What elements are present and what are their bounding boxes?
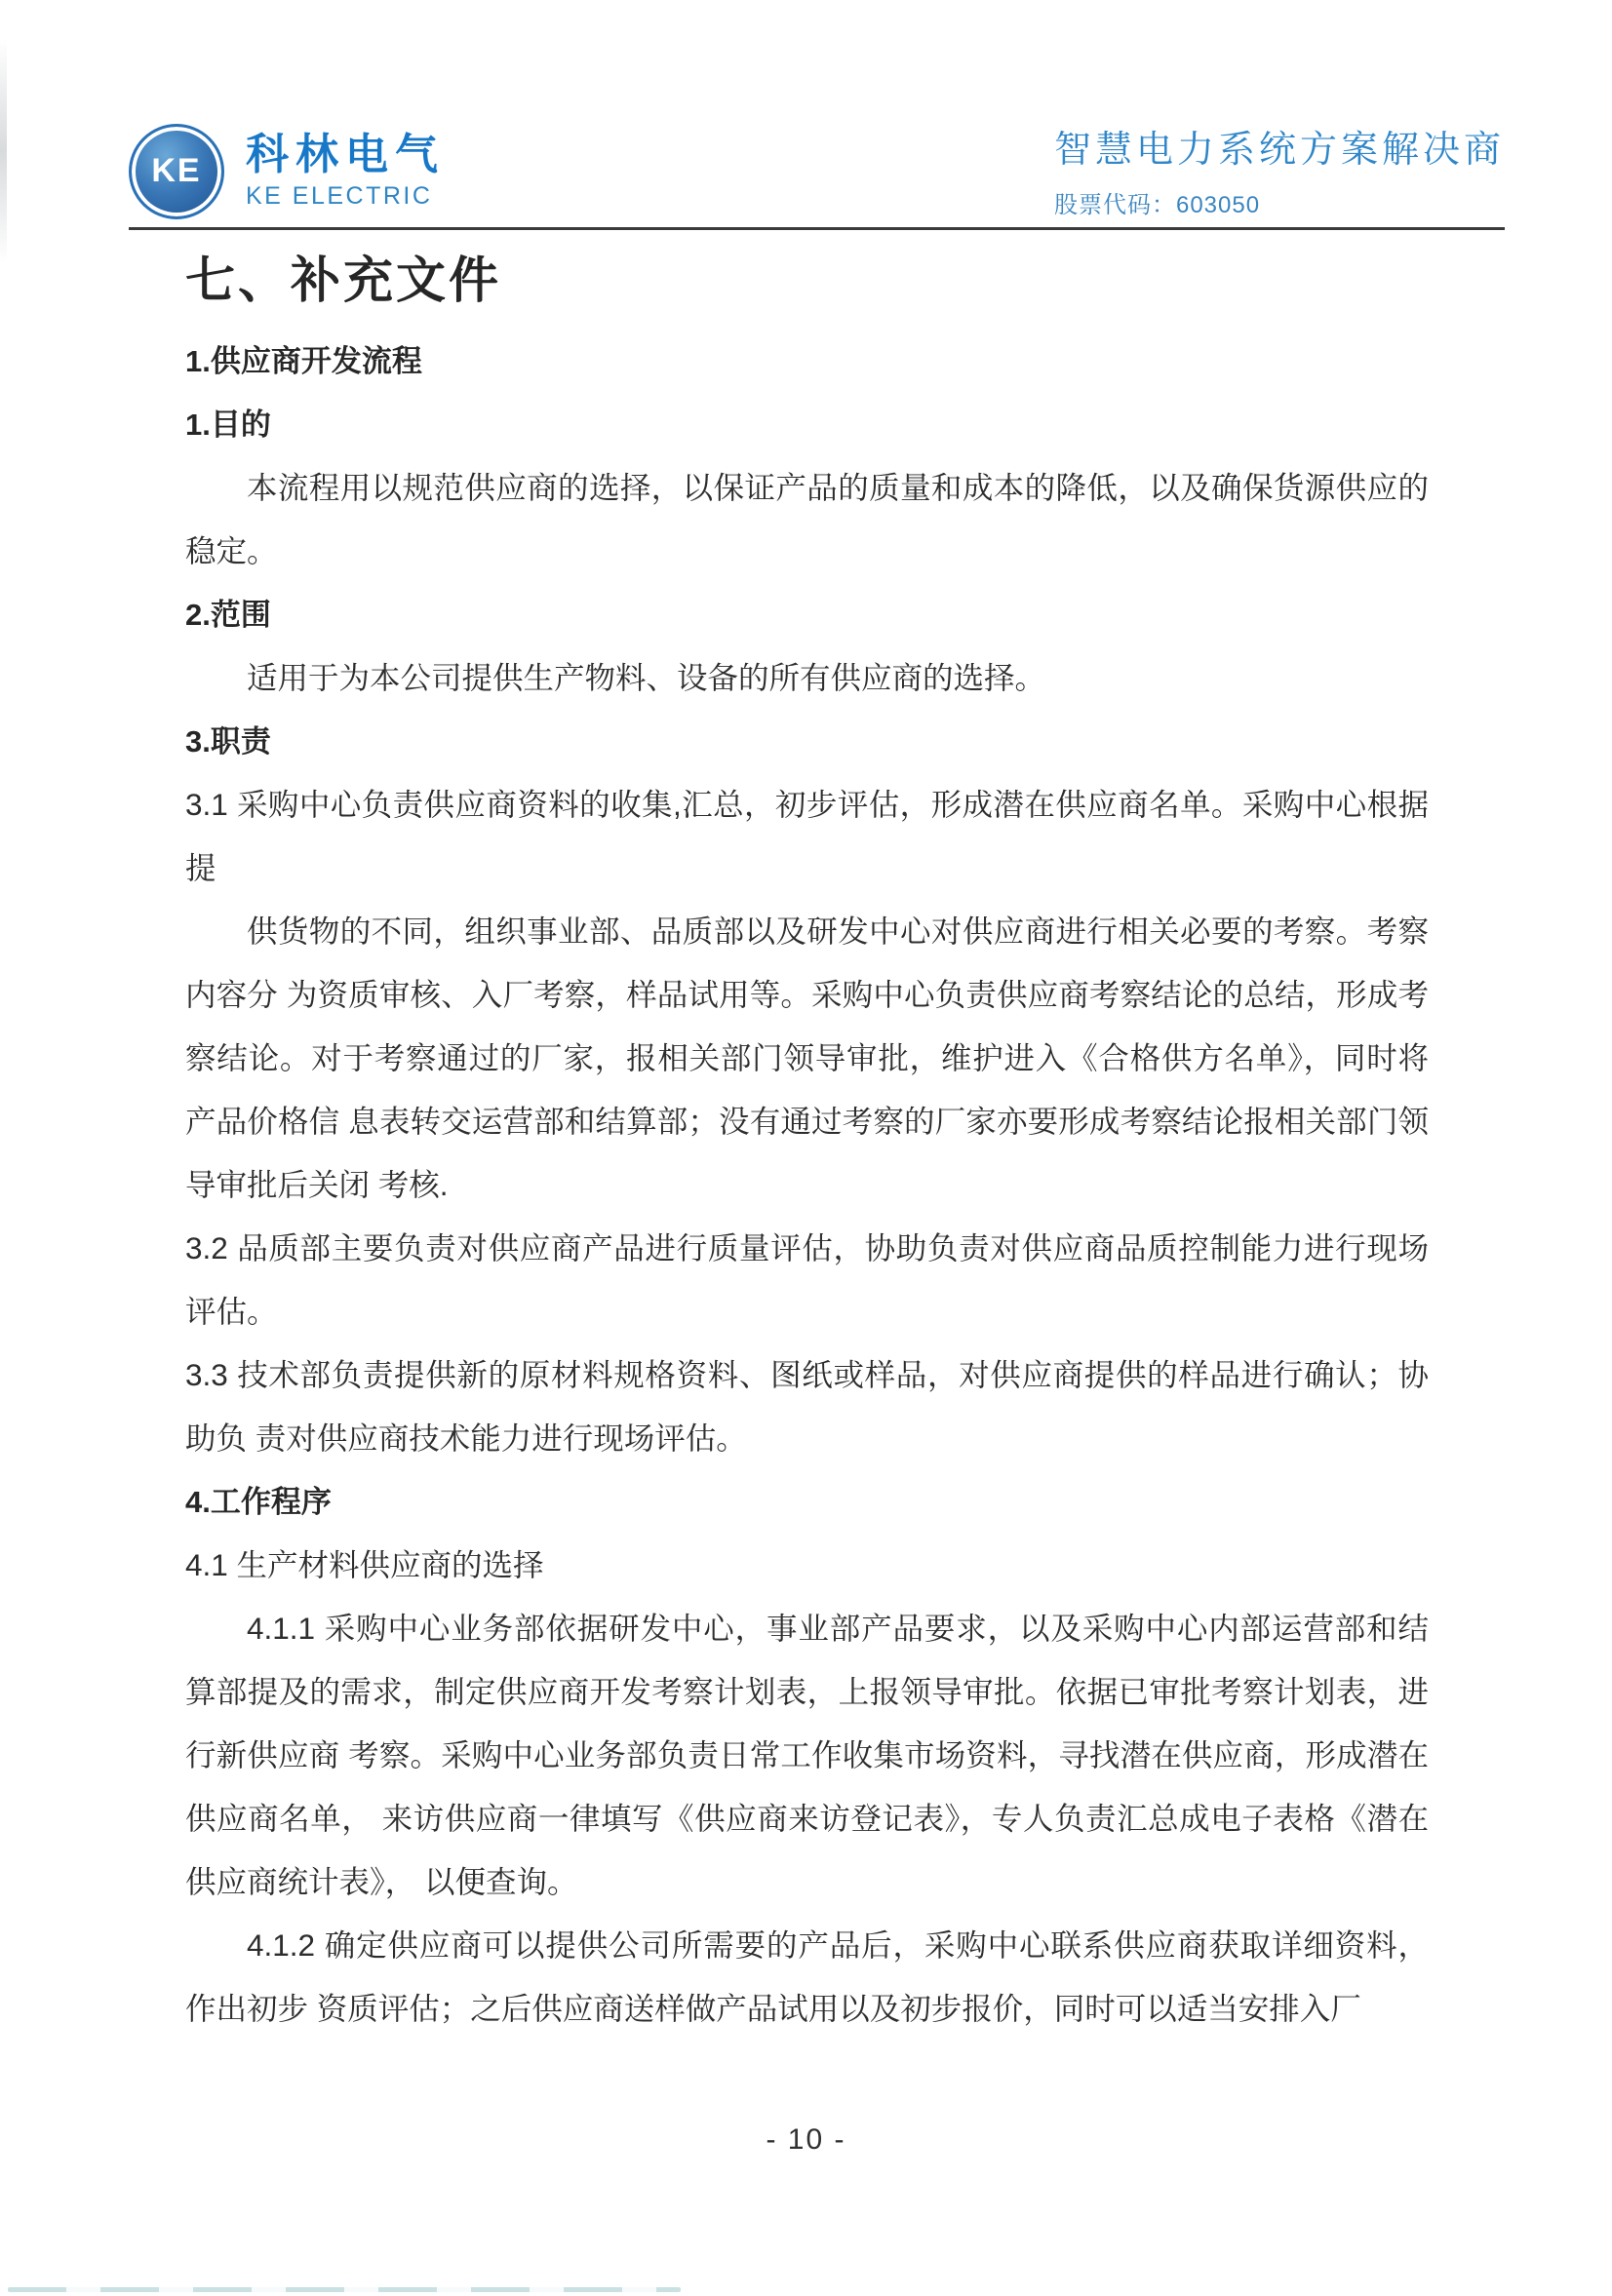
header-right-block xyxy=(1054,123,1505,219)
page-header xyxy=(129,0,1505,230)
paragraph-resp-3-2: 3.2 品质部主要负责对供应商产品进行质量评估，协助负责对供应商品质控制能力进行现场评估。 xyxy=(185,1230,1429,1329)
paragraph-4-1-1: 4.1.1 采购中心业务部依据研发中心，事业部产品要求，以及采购中心内部运营部和结算部提及的需求，制定供应商开发考察计划表，上报领导审批。依据已审批考察计划表，进行新供应商 考察。采购中心业务部负责日常工作收集市场资料，寻找潜在供应商，形成潜在供应商名单， 来访供应商一律填写《供应商来访登记表》，专人负责汇总成电子表格《潜在供应商统计表》， 以便查询。 xyxy=(185,1611,1429,1899)
section-heading-responsibilities: 3.职责 xyxy=(185,724,271,759)
scan-edge-artifact-bottom xyxy=(8,2287,681,2292)
doc-title: 七、补充文件 xyxy=(185,253,502,308)
paragraph-resp-3-1-cont: 供货物的不同，组织事业部、品质部以及研发中心对供应商进行相关必要的考察。考察内容分 为资质审核、入厂考察，样品试用等。采购中心负责供应商考察结论的总结，形成考察结论。对于考察通过的厂家，报相关部门领导审批，维护进入《合格供方名单》，同时将产品价格信 息表转交运营部和结算部；没有通过考察的厂家亦要形成考察结论报相关部门领导审批后关闭 考核. xyxy=(185,914,1429,1202)
paragraph-resp-3-3: 3.3 技术部负责提供新的原材料规格资料、图纸或样品，对供应商提供的样品进行确认；协助负 责对供应商技术能力进行现场评估。 xyxy=(185,1357,1429,1456)
paragraph-resp-3-1: 3.1 采购中心负责供应商资料的收集,汇总，初步评估，形成潜在供应商名单。采购中心根据提 xyxy=(185,787,1429,885)
header-divider xyxy=(129,123,1505,230)
brand-name-block xyxy=(246,132,445,211)
paragraph-4-1-2: 4.1.2 确定供应商可以提供公司所需要的产品后，采购中心联系供应商获取详细资料，作出初步 资质评估；之后供应商送样做产品试用以及初步报价，同时可以适当安排入厂 xyxy=(185,1927,1429,2026)
section-heading-work-procedure: 4.工作程序 xyxy=(185,1485,332,1519)
brand-name-en: KE ELECTRIC xyxy=(246,182,433,210)
paragraph-purpose: 本流程用以规范供应商的选择，以保证产品的质量和成本的降低，以及确保货源供应的稳定。 xyxy=(185,470,1429,568)
section-heading-supplier-dev-process: 1.供应商开发流程 xyxy=(185,344,422,378)
section-heading-purpose: 1.目的 xyxy=(185,408,271,442)
page-number: - 10 - xyxy=(766,2123,846,2156)
section-heading-scope: 2.范围 xyxy=(185,598,271,632)
document-body xyxy=(185,246,1429,2041)
brand-name-cn: 科林电气 xyxy=(246,131,445,178)
stock-code: 股票代码：603050 xyxy=(1053,192,1261,218)
company-logo xyxy=(129,124,445,219)
paragraph-scope: 适用于为本公司提供生产物料、设备的所有供应商的选择。 xyxy=(247,660,1046,695)
logo-monogram: KE xyxy=(151,152,202,189)
ke-logo-icon xyxy=(129,124,224,219)
scan-edge-artifact-left xyxy=(0,39,7,263)
paragraph-4-1: 4.1 生产材料供应商的选择 xyxy=(185,1547,544,1582)
company-tagline: 智慧电力系统方案解决商 xyxy=(1053,130,1505,171)
